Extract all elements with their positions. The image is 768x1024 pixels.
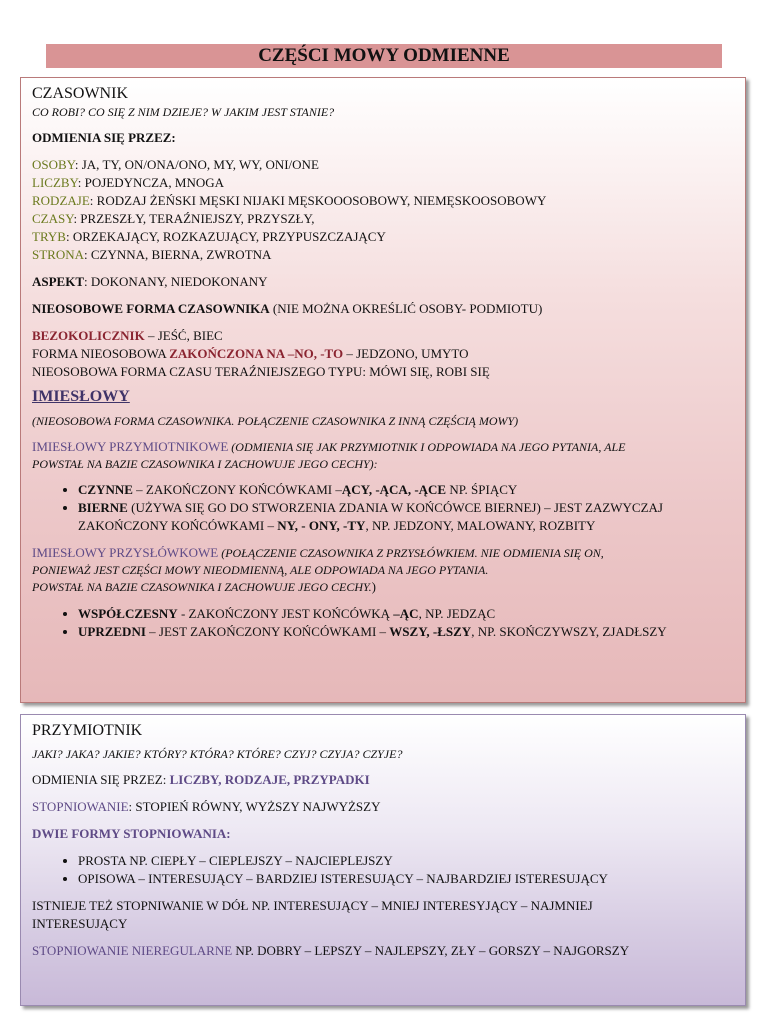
forma-nieosobowa-line: FORMA NIEOSOBOWA ZAKOŃCZONA NA –NO, -TO – JEDZONO, UMYTO: [32, 346, 469, 361]
category-osoby: OSOBY: JA, TY, ON/ONA/ONO, MY, WY, ONI/ONE: [32, 157, 319, 172]
stopniowanie-w-dol-line-2: INTERESUJĄCY: [32, 916, 128, 931]
category-czasy: CZASY: PRZESZŁY, TERAŹNIEJSZY, PRZYSZŁY,: [32, 211, 315, 226]
przyslowkowe-line-2: PONIEWAŻ JEST CZĘŚCI MOWY NIEODMIENNĄ, ALE ODPOWIADA NA JEGO PYTANIA.: [32, 563, 489, 577]
list-item-czynne: • CZYNNE – ZAKOŃCZONY KOŃCÓWKAMI –ĄCY, -ĄCA, -ĄCE NP. ŚPIĄCY: [78, 481, 734, 499]
forma-czasu-line: NIEOSOBOWA FORMA CZASU TERAŹNIEJSZEGO TYPU: MÓWI SIĘ, ROBI SIĘ: [32, 364, 490, 379]
aspekt-line: ASPEKT: DOKONANY, NIEDOKONANY: [32, 274, 268, 289]
category-tryb: TRYB: ORZEKAJĄCY, ROZKAZUJĄCY, PRZYPUSZCZAJĄCY: [32, 229, 386, 244]
list-item-wspolczesny: • WSPÓŁCZESNY - ZAKOŃCZONY JEST KOŃCÓWKĄ –ĄC, NP. JEDZĄC: [78, 605, 734, 623]
nieregularne-line: STOPNIOWANIE NIEREGULARNE NP. DOBRY – LEPSZY – NAJLEPSZY, ZŁY – GORSZY – NAJGORSZY: [32, 943, 630, 958]
przyslowkowe-list: [32, 605, 734, 641]
nieosobowe-line: NIEOSOBOWE FORMA CZASOWNIKA (NIE MOŻNA OKREŚLIĆ OSOBY- PODMIOTU): [32, 301, 543, 316]
przymiotnik-odmienia: ODMIENIA SIĘ PRZEZ: LICZBY, RODZAJE, PRZYPADKI: [32, 772, 370, 787]
dwie-formy-heading: DWIE FORMY STOPNIOWANIA:: [32, 826, 231, 841]
czasownik-questions: CO ROBI? CO SIĘ Z NIM DZIEJE? W JAKIM JEST STANIE?: [32, 105, 335, 119]
stopniowanie-line: STOPNIOWANIE: STOPIEŃ RÓWNY, WYŻSZY NAJWYŻSZY: [32, 799, 381, 814]
list-item-uprzedni: • UPRZEDNI – JEST ZAKOŃCZONY KOŃCÓWKAMI – WSZY, -ŁSZY, NP. SKOŃCZYWSZY, ZJADŁSZY: [78, 623, 734, 641]
imieslowy-intro: (NIEOSOBOWA FORMA CZASOWNIKA. POŁĄCZENIE CZASOWNIKA Z INNĄ CZĘŚCIĄ MOWY): [32, 414, 519, 428]
list-item-opisowa: • OPISOWA – INTERESUJĄCY – BARDZIEJ ISTERESUJĄCY – NAJBARDZIEJ ISTERESUJĄCY: [78, 870, 734, 888]
odmienia-label: ODMIENIA SIĘ PRZEZ:: [32, 130, 176, 145]
bezokolicznik-line: BEZOKOLICZNIK – JEŚĆ, BIEC: [32, 328, 223, 343]
przymiotnik-questions: JAKI? JAKA? JAKIE? KTÓRY? KTÓRA? KTÓRE? CZYJ? CZYJA? CZYJE?: [32, 747, 403, 761]
stopniowanie-w-dol-line-1: ISTNIEJE TEŻ STOPNIWANIE W DÓŁ NP. INTERESUJĄCY – MNIEJ INTERESYJĄCY – NAJMNIEJ: [32, 898, 593, 913]
page-title: CZĘŚCI MOWY ODMIENNE: [46, 44, 722, 68]
czasownik-section: [20, 77, 746, 703]
list-item-bierne: • BIERNE (UŻYWA SIĘ GO DO STWORZENIA ZDANIA W KOŃCÓWCE BIERNEJ) – JEST ZAZWYCZAJ ZAKOŃCZONY KOŃCÓWKAMI – NY, - ONY, -TY, NP. JEDZONY, MALOWANY, ROZBITY: [78, 499, 734, 535]
czasownik-heading: CZASOWNIK: [32, 85, 128, 102]
stopniowanie-list: [32, 852, 734, 888]
przyslowkowe-line-3: POWSTAŁ NA BAZIE CZASOWNIKA I ZACHOWUJE JEGO CECHY.): [32, 579, 376, 594]
przymiotnik-section: [20, 714, 746, 1006]
przymiotnik-heading: PRZYMIOTNIK: [32, 722, 143, 739]
imieslowy-heading: IMIESŁOWY: [32, 388, 130, 405]
przymiotnikowe-list: [32, 481, 734, 535]
list-item-prosta: • PROSTA NP. CIEPŁY – CIEPLEJSZY – NAJCIEPLEJSZY: [78, 852, 734, 870]
category-rodzaje: RODZAJE: RODZAJ ŻEŃSKI MĘSKI NIJAKI MĘSKOOOSOBOWY, NIEMĘSKOOSOBOWY: [32, 193, 547, 208]
przymiotnikowe-line-2: POWSTAŁ NA BAZIE CZASOWNIKA I ZACHOWUJE JEGO CECHY):: [32, 457, 378, 471]
przymiotnikowe-line-1: IMIESŁOWY PRZYMIOTNIKOWE (ODMIENIA SIĘ JAK PRZYMIOTNIK I ODPOWIADA NA JEGO PYTANIA, ALE: [32, 439, 626, 454]
category-liczby: LICZBY: POJEDYNCZA, MNOGA: [32, 175, 225, 190]
category-strona: STRONA: CZYNNA, BIERNA, ZWROTNA: [32, 247, 272, 262]
przyslowkowe-line-1: IMIESŁOWY PRZYSŁÓWKOWE (POŁĄCZENIE CZASOWNIKA Z PRZYSŁÓWKIEM. NIE ODMIENIA SIĘ ON,: [32, 545, 604, 560]
